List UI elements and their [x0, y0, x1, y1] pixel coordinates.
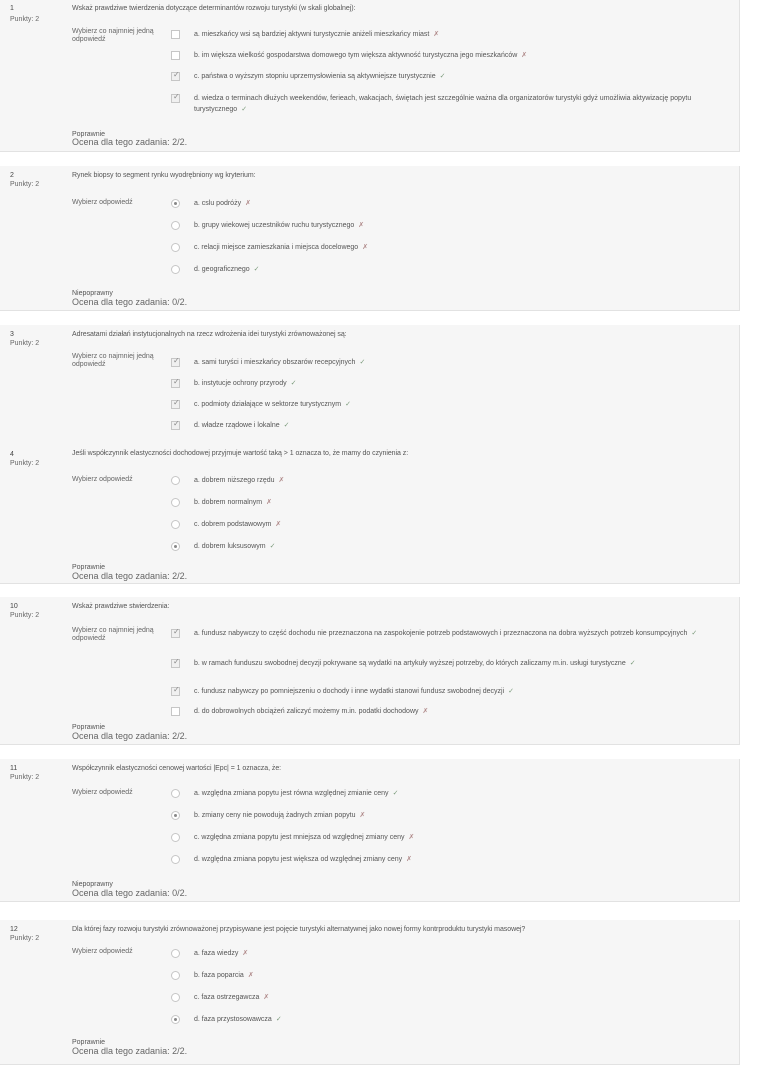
- question-points: Punkty: 2: [10, 340, 40, 347]
- incorrect-icon: ✗: [278, 477, 285, 484]
- question-number: 12: [10, 926, 18, 933]
- option-label: c. podmioty działające w sektorze turystycznym: [194, 401, 342, 408]
- correct-icon: ✓: [283, 422, 290, 429]
- answer-option[interactable]: [165, 398, 699, 412]
- option-label: a. mieszkańcy wsi są bardziej aktywni turystycznie aniżeli mieszkańcy miast: [194, 31, 430, 38]
- answer-status: Poprawnie: [72, 564, 106, 571]
- option-label: b. grupy wiekowej uczestników ruchu turystycznego: [194, 222, 355, 229]
- correct-icon: ✓: [508, 688, 514, 695]
- question-grade: Ocena dla tego zadania: 2/2.: [72, 571, 188, 581]
- question-text: Wskaż prawdziwe twierdzenia dotyczące determinantów rozwoju turystyki (w skali globalnej):: [72, 5, 356, 12]
- radio-button[interactable]: [171, 243, 180, 252]
- radio-button[interactable]: [171, 542, 180, 551]
- question-text: Wskaż prawdziwe stwierdzenia:: [72, 603, 170, 610]
- question-4: [0, 442, 740, 584]
- option-label: c. dobrem podstawowym: [194, 521, 272, 528]
- radio-button[interactable]: [171, 265, 180, 274]
- option-label: b. instytucje ochrony przyrody: [194, 380, 287, 387]
- answer-option[interactable]: [165, 540, 699, 554]
- answer-option[interactable]: [165, 627, 699, 651]
- option-label: d. geograficznego: [194, 266, 250, 273]
- answer-option[interactable]: [165, 70, 699, 84]
- incorrect-icon: ✗: [359, 812, 366, 819]
- correct-icon: ✓: [392, 790, 399, 797]
- checkbox[interactable]: [171, 379, 180, 388]
- question-number: 4: [10, 451, 14, 458]
- option-label: c. faza ostrzegawcza: [194, 994, 260, 1001]
- correct-icon: ✓: [241, 106, 248, 113]
- question-grade: Ocena dla tego zadania: 2/2.: [72, 731, 188, 741]
- incorrect-icon: ✗: [263, 994, 270, 1001]
- answer-prompt: Wybierz odpowiedź: [72, 476, 133, 483]
- answer-option[interactable]: [165, 263, 699, 277]
- option-label: c. względna zmiana popytu jest mniejsza od względnej zmiany ceny: [194, 834, 405, 841]
- answer-option[interactable]: [165, 356, 699, 370]
- incorrect-icon: ✗: [275, 521, 282, 528]
- answer-option[interactable]: [165, 92, 699, 118]
- radio-button[interactable]: [171, 811, 180, 820]
- option-label: b. w ramach funduszu swobodnej decyzji pokrywane są wydatki na artykuły wyższej potrzeby, do których zaliczamy m.in. usługi turystyczne: [194, 660, 626, 667]
- option-label: d. władze rządowe i lokalne: [194, 422, 280, 429]
- incorrect-icon: ✗: [245, 200, 251, 207]
- answer-option[interactable]: [165, 947, 699, 961]
- option-label: d. do dobrowolnych obciążeń zaliczyć możemy m.in. podatki dochodowy: [194, 708, 419, 715]
- checkbox[interactable]: [171, 358, 180, 367]
- radio-button[interactable]: [171, 520, 180, 529]
- radio-button[interactable]: [171, 221, 180, 230]
- answer-status: Poprawnie: [72, 131, 106, 138]
- question-grade: Ocena dla tego zadania: 0/2.: [72, 297, 188, 307]
- answer-option[interactable]: [165, 831, 699, 845]
- checkbox[interactable]: [171, 707, 180, 716]
- correct-icon: ✓: [290, 380, 297, 387]
- question-text: Jeśli współczynnik elastyczności dochodowej przyjmuje wartość taką > 1 oznacza to, że mamy do czynienia z:: [72, 450, 409, 457]
- incorrect-icon: ✗: [362, 244, 369, 251]
- question-number: 1: [10, 5, 14, 12]
- question-number: 11: [10, 765, 18, 772]
- question-points: Punkty: 2: [10, 460, 40, 467]
- question-points: Punkty: 2: [10, 181, 40, 188]
- radio-button[interactable]: [171, 993, 180, 1002]
- answer-prompt: Wybierz odpowiedź: [72, 948, 133, 955]
- incorrect-icon: ✗: [406, 856, 413, 863]
- option-label: d. faza przystosowawcza: [194, 1016, 272, 1023]
- answer-option[interactable]: [165, 787, 699, 801]
- question-text: Rynek biopsy to segment rynku wyodrębniony wg kryterium:: [72, 172, 256, 179]
- answer-prompt: Wybierz co najmniej jedną odpowiedź: [72, 28, 154, 43]
- incorrect-icon: ✗: [247, 972, 254, 979]
- option-label: c. relacji miejsce zamieszkania i miejsca docelowego: [194, 244, 359, 251]
- question-1: [0, 0, 740, 152]
- correct-icon: ✓: [269, 543, 276, 550]
- option-label: a. fundusz nabywczy to część dochodu nie przeznaczona na zaspokojenie potrzeb podstawowych i przeznaczona na dobra wyższych potrzeb konsumpcyjnych: [194, 630, 688, 637]
- correct-icon: ✓: [439, 73, 446, 80]
- answer-option[interactable]: [165, 419, 699, 433]
- question-text: Współczynnik elastyczności cenowej wartości |Epc| = 1 oznacza, że:: [72, 765, 282, 772]
- correct-icon: ✓: [345, 401, 351, 408]
- option-label: a. względna zmiana popytu jest równa względnej zmianie ceny: [194, 790, 389, 797]
- answer-option[interactable]: [165, 991, 699, 1005]
- answer-option[interactable]: [165, 474, 699, 488]
- answer-option[interactable]: [165, 518, 699, 532]
- question-text: Dla której fazy rozwoju turystyki zrównoważonej przypisywane jest pojęcie turystyki alternatywnej jako nowej formy kontrproduktu turystyki masowej?: [72, 926, 526, 933]
- answer-option[interactable]: [165, 241, 699, 255]
- radio-button[interactable]: [171, 949, 180, 958]
- incorrect-icon: ✗: [266, 499, 272, 506]
- answer-option[interactable]: [165, 657, 699, 681]
- answer-option[interactable]: [165, 809, 699, 823]
- incorrect-icon: ✗: [408, 834, 415, 841]
- checkbox[interactable]: [171, 94, 180, 103]
- question-12: [0, 920, 740, 1065]
- correct-icon: ✓: [691, 630, 698, 637]
- checkbox[interactable]: [171, 72, 180, 81]
- radio-button[interactable]: [171, 971, 180, 980]
- question-text: Adresatami działań instytucjonalnych na rzecz wdrożenia idei turystyki zrównoważonej są:: [72, 331, 347, 338]
- question-10: [0, 597, 740, 745]
- answer-option[interactable]: [165, 219, 699, 233]
- answer-status: Poprawnie: [72, 724, 106, 731]
- question-grade: Ocena dla tego zadania: 2/2.: [72, 1046, 188, 1056]
- answer-option[interactable]: [165, 853, 699, 867]
- option-label: d. dobrem luksusowym: [194, 543, 266, 550]
- question-grade: Ocena dla tego zadania: 2/2.: [72, 137, 188, 147]
- question-number: 2: [10, 172, 14, 179]
- correct-icon: ✓: [253, 266, 260, 273]
- incorrect-icon: ✗: [358, 222, 365, 229]
- radio-button[interactable]: [171, 476, 180, 485]
- answer-prompt: Wybierz co najmniej jedną odpowiedź: [72, 353, 154, 368]
- checkbox[interactable]: [171, 51, 180, 60]
- correct-icon: ✓: [275, 1016, 282, 1023]
- question-2: [0, 166, 740, 311]
- correct-icon: ✓: [359, 359, 366, 366]
- checkbox[interactable]: [171, 30, 180, 39]
- answer-option[interactable]: [165, 377, 699, 391]
- option-label: a. cslu podróży: [194, 200, 242, 207]
- answer-prompt: Wybierz co najmniej jedną odpowiedź: [72, 627, 154, 642]
- question-grade: Ocena dla tego zadania: 0/2.: [72, 888, 188, 898]
- radio-button[interactable]: [171, 1015, 180, 1024]
- option-label: b. im większa wielkość gospodarstwa domowego tym większa aktywność turystyczna jego mieszkańców: [194, 52, 518, 59]
- radio-button[interactable]: [171, 833, 180, 842]
- option-label: a. sami turyści i mieszkańcy obszarów recepcyjnych: [194, 359, 356, 366]
- option-label: c. fundusz nabywczy po pomniejszeniu o dochody i inne wydatki stanowi fundusz swobodnej decyzji: [194, 688, 505, 695]
- incorrect-icon: ✗: [521, 52, 528, 59]
- option-label: b. zmiany ceny nie powodują żadnych zmian popytu: [194, 812, 356, 819]
- answer-status: Niepoprawny: [72, 881, 113, 888]
- answer-option[interactable]: [165, 496, 699, 510]
- question-points: Punkty: 2: [10, 612, 40, 619]
- answer-option[interactable]: [165, 28, 699, 42]
- answer-option[interactable]: [165, 197, 699, 211]
- option-label: c. państwa o wyższym stopniu uprzemysłowienia są aktywniejsze turystycznie: [194, 73, 436, 80]
- question-points: Punkty: 2: [10, 16, 40, 23]
- question-points: Punkty: 2: [10, 935, 40, 942]
- incorrect-icon: ✗: [433, 31, 440, 38]
- answer-status: Poprawnie: [72, 1039, 106, 1046]
- question-number: 10: [10, 603, 18, 610]
- option-label: d. wiedza o terminach dłużych weekendów, ferieach, wakacjach, świętach jest szczególnie ważna dla organizatorów turystyki gdyż umożliwia aktywizację popytu turystycznego: [194, 95, 692, 113]
- question-points: Punkty: 2: [10, 774, 40, 781]
- checkbox[interactable]: [171, 629, 180, 638]
- question-3: [0, 325, 740, 442]
- option-label: b. faza poparcia: [194, 972, 244, 979]
- answer-option[interactable]: [165, 969, 699, 983]
- radio-button[interactable]: [171, 199, 180, 208]
- question-11: [0, 759, 740, 902]
- answer-option[interactable]: [165, 49, 699, 63]
- answer-option[interactable]: [165, 1013, 699, 1027]
- checkbox[interactable]: [171, 659, 180, 668]
- option-label: a. faza wiedzy: [194, 950, 239, 957]
- checkbox[interactable]: [171, 687, 180, 696]
- option-label: d. względna zmiana popytu jest większa od względnej zmiany ceny: [194, 856, 403, 863]
- answer-prompt: Wybierz odpowiedź: [72, 789, 133, 796]
- answer-option[interactable]: [165, 705, 699, 719]
- option-label: b. dobrem normalnym: [194, 499, 263, 506]
- option-label: a. dobrem niższego rzędu: [194, 477, 275, 484]
- radio-button[interactable]: [171, 855, 180, 864]
- question-number: 3: [10, 331, 14, 338]
- radio-button[interactable]: [171, 789, 180, 798]
- correct-icon: ✓: [629, 660, 636, 667]
- answer-status: Niepoprawny: [72, 290, 113, 297]
- checkbox[interactable]: [171, 400, 180, 409]
- checkbox[interactable]: [171, 421, 180, 430]
- answer-prompt: Wybierz odpowiedź: [72, 199, 133, 206]
- incorrect-icon: ✗: [422, 708, 429, 715]
- answer-option[interactable]: [165, 685, 699, 699]
- incorrect-icon: ✗: [242, 950, 249, 957]
- radio-button[interactable]: [171, 498, 180, 507]
